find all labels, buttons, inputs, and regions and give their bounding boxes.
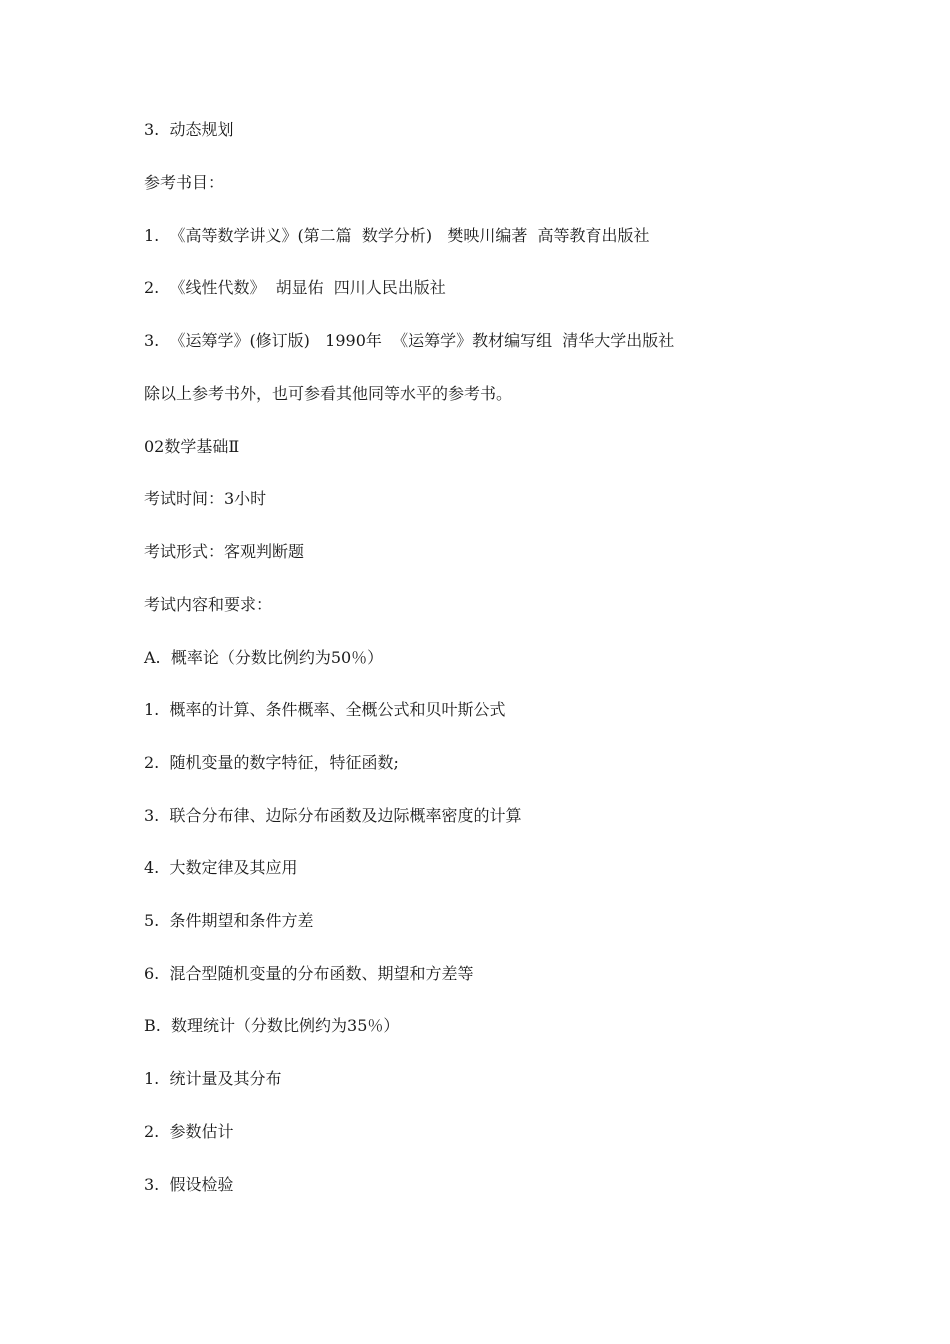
text-line-exam-content-heading: 考试内容和要求： — [144, 595, 273, 614]
text-line-reference-note: 除以上参考书外，也可参看其他同等水平的参考书。 — [144, 384, 513, 403]
list-item-probability-4: 4. 大数定律及其应用 — [144, 858, 298, 877]
text-line-reference-heading: 参考书目： — [144, 173, 225, 192]
text-line-dynamic-programming: 3. 动态规划 — [144, 120, 234, 139]
text-line-reference-1: 1. 《高等数学讲义》(第二篇 数学分析) 樊映川编著 高等教育出版社 — [144, 226, 650, 245]
list-item-statistics-1: 1. 统计量及其分布 — [144, 1069, 282, 1088]
list-item-probability-5: 5. 条件期望和条件方差 — [144, 911, 314, 930]
text-line-exam-format: 考试形式：客观判断题 — [144, 542, 305, 561]
list-item-statistics-3: 3. 假设检验 — [144, 1175, 234, 1194]
text-line-exam-time: 考试时间：3小时 — [144, 489, 267, 508]
subsection-heading-statistics: B. 数理统计（分数比例约为35％） — [144, 1016, 400, 1035]
text-line-reference-2: 2. 《线性代数》 胡显佑 四川人民出版社 — [144, 278, 446, 297]
section-heading-math-basics-2: 02数学基础Ⅱ — [144, 437, 240, 456]
text-line-reference-3: 3. 《运筹学》(修订版) 1990年 《运筹学》教材编写组 清华大学出版社 — [144, 331, 675, 350]
list-item-probability-3: 3. 联合分布律、边际分布函数及边际概率密度的计算 — [144, 806, 522, 825]
subsection-heading-probability: A. 概率论（分数比例约为50％） — [144, 648, 384, 667]
list-item-statistics-2: 2. 参数估计 — [144, 1122, 234, 1141]
list-item-probability-2: 2. 随机变量的数字特征，特征函数; — [144, 753, 399, 772]
list-item-probability-1: 1. 概率的计算、条件概率、全概公式和贝叶斯公式 — [144, 700, 506, 719]
list-item-probability-6: 6. 混合型随机变量的分布函数、期望和方差等 — [144, 964, 474, 983]
